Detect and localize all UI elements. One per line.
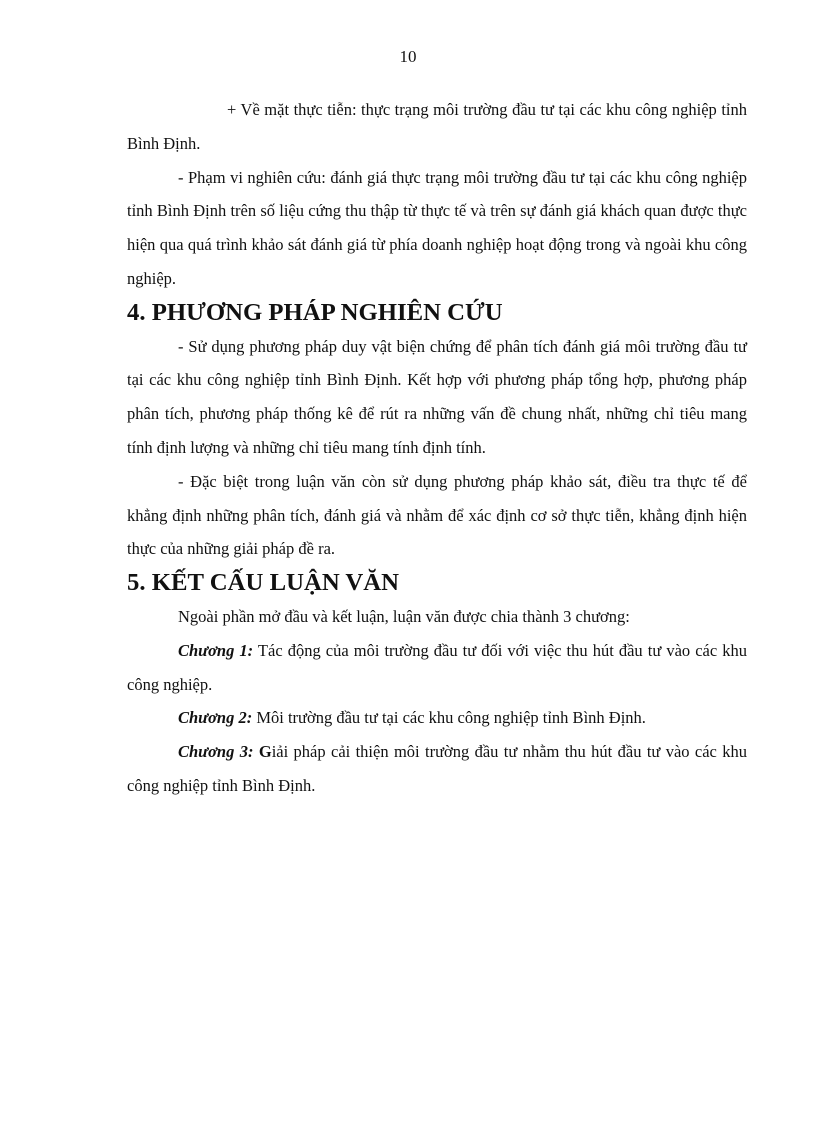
method-paragraph-1: - Sử dụng phương pháp duy vật biện chứng để phân tích đánh giá môi trường đầu tư tại các khu công nghiệp tỉnh Bình Định. Kết hợp với phương pháp tổng hợp, phương pháp phân tích, phương pháp thống kê để rút ra những vấn đề chung nhất, những chỉ tiêu mang tính định lượng và những chỉ tiêu mang tính định tính. (127, 336, 747, 457)
structure-intro-paragraph: Ngoài phần mở đầu và kết luận, luận văn được chia thành 3 chương: (178, 606, 630, 626)
practice-scope-paragraph: + Về mặt thực tiễn: thực trạng môi trường đầu tư tại các khu công nghiệp tỉnh Bình Định. (127, 100, 747, 153)
chapter-3-first-letter: G (258, 742, 272, 762)
chapter-1-label: Chương 1: (178, 640, 254, 660)
chapter-1-text: Tác động của môi trường đầu tư đối với việc thu hút đầu tư vào các khu công nghiệp. (127, 640, 747, 694)
chapter-2-label: Chương 2: (178, 708, 253, 728)
research-scope-paragraph: - Phạm vi nghiên cứu: đánh giá thực trạng môi trường đầu tư tại các khu công nghiệp tỉnh Bình Định trên số liệu cứng thu thập từ thực tế và trên sự đánh giá khách quan được thực hiện qua quá trình khảo sát đánh giá từ phía doanh nghiệp hoạt động trong và ngoài khu công nghiệp. (127, 167, 747, 288)
document-body (127, 93, 747, 803)
chapter-3-text: iải pháp cải thiện môi trường đầu tư nhằm thu hút đầu tư vào các khu công nghiệp tỉnh Bình Định. (127, 742, 748, 795)
section-5-heading: 5. KẾT CẤU LUẬN VĂN (127, 569, 400, 597)
chapter-2-paragraph (127, 701, 747, 735)
chapter-3-label: Chương 3: (178, 742, 254, 762)
chapter-1-paragraph (127, 634, 747, 702)
section-4-heading: 4. PHƯƠNG PHÁP NGHIÊN CỨU (127, 298, 503, 326)
method-paragraph-2: - Đặc biệt trong luận văn còn sử dụng phương pháp khảo sát, điều tra thực tế để khẳng định những phân tích, đánh giá và nhằm để xác định cơ sở thực tiễn, khẳng định hiện thực của những giải pháp đề ra. (127, 471, 747, 559)
page-number: 10 (399, 47, 417, 66)
chapter-2-text: Môi trường đầu tư tại các khu công nghiệp tỉnh Bình Định. (252, 708, 646, 728)
chapter-3-paragraph (127, 735, 747, 803)
